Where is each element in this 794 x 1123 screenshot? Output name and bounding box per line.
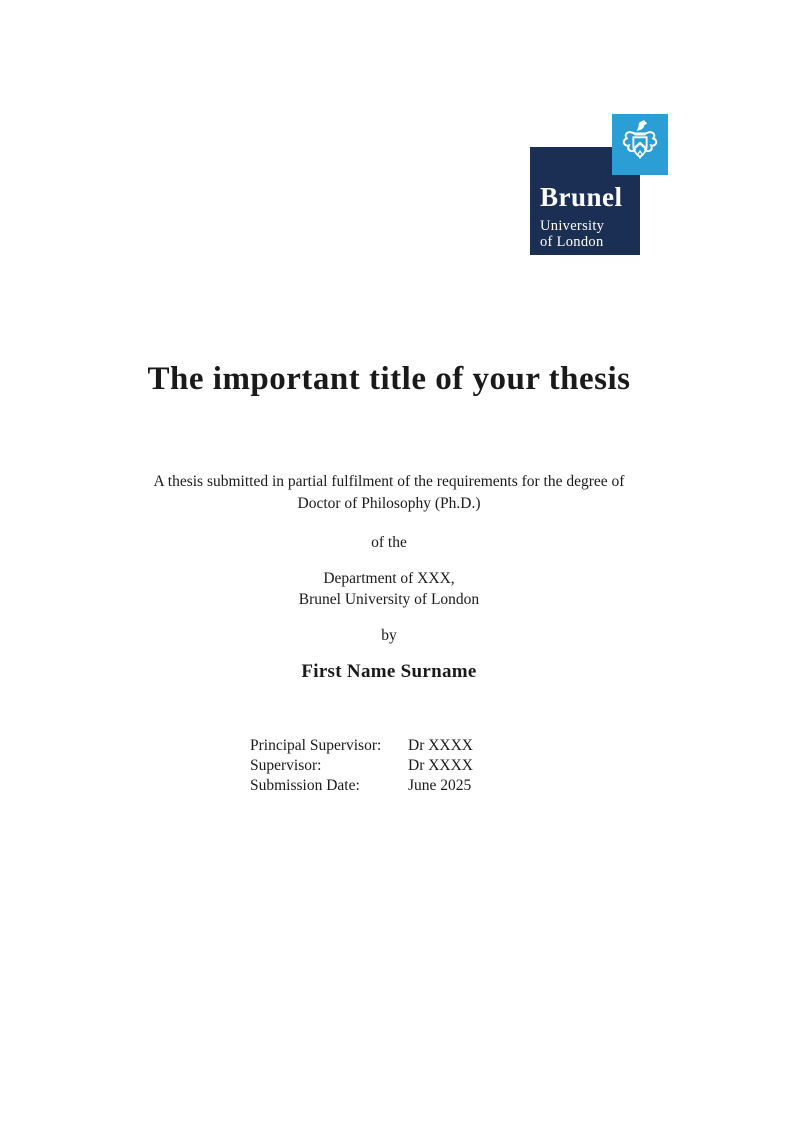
thesis-title: The important title of your thesis: [147, 361, 631, 397]
details-value: June 2025: [408, 777, 472, 794]
details-label: Principal Supervisor:: [250, 737, 382, 754]
brunel-crest-icon: [620, 120, 660, 169]
details-value: Dr XXXX: [408, 757, 474, 774]
university-line: Brunel University of London: [298, 591, 480, 608]
details-table: [250, 736, 473, 796]
details-label: Supervisor:: [250, 757, 322, 774]
logo-subtitle-university: University: [540, 218, 605, 234]
brunel-wordmark: Brunel: [540, 182, 623, 212]
of-the-line: of the: [371, 534, 407, 551]
details-value: Dr XXXX: [408, 737, 474, 754]
by-line: by: [381, 627, 397, 644]
affiliation-block: [0, 568, 778, 610]
statement-line-1: A thesis submitted in partial fulfilment of the requirements for the degree of: [153, 473, 625, 490]
submission-statement: [0, 471, 778, 514]
brunel-crest-tile: [612, 114, 668, 175]
department-line: Department of XXX,: [323, 570, 455, 587]
statement-line-2: Doctor of Philosophy (Ph.D.): [297, 494, 481, 512]
author-name: First Name Surname: [301, 661, 477, 682]
details-label: Submission Date:: [250, 777, 360, 794]
logo-subtitle-of-london: of London: [540, 234, 604, 250]
